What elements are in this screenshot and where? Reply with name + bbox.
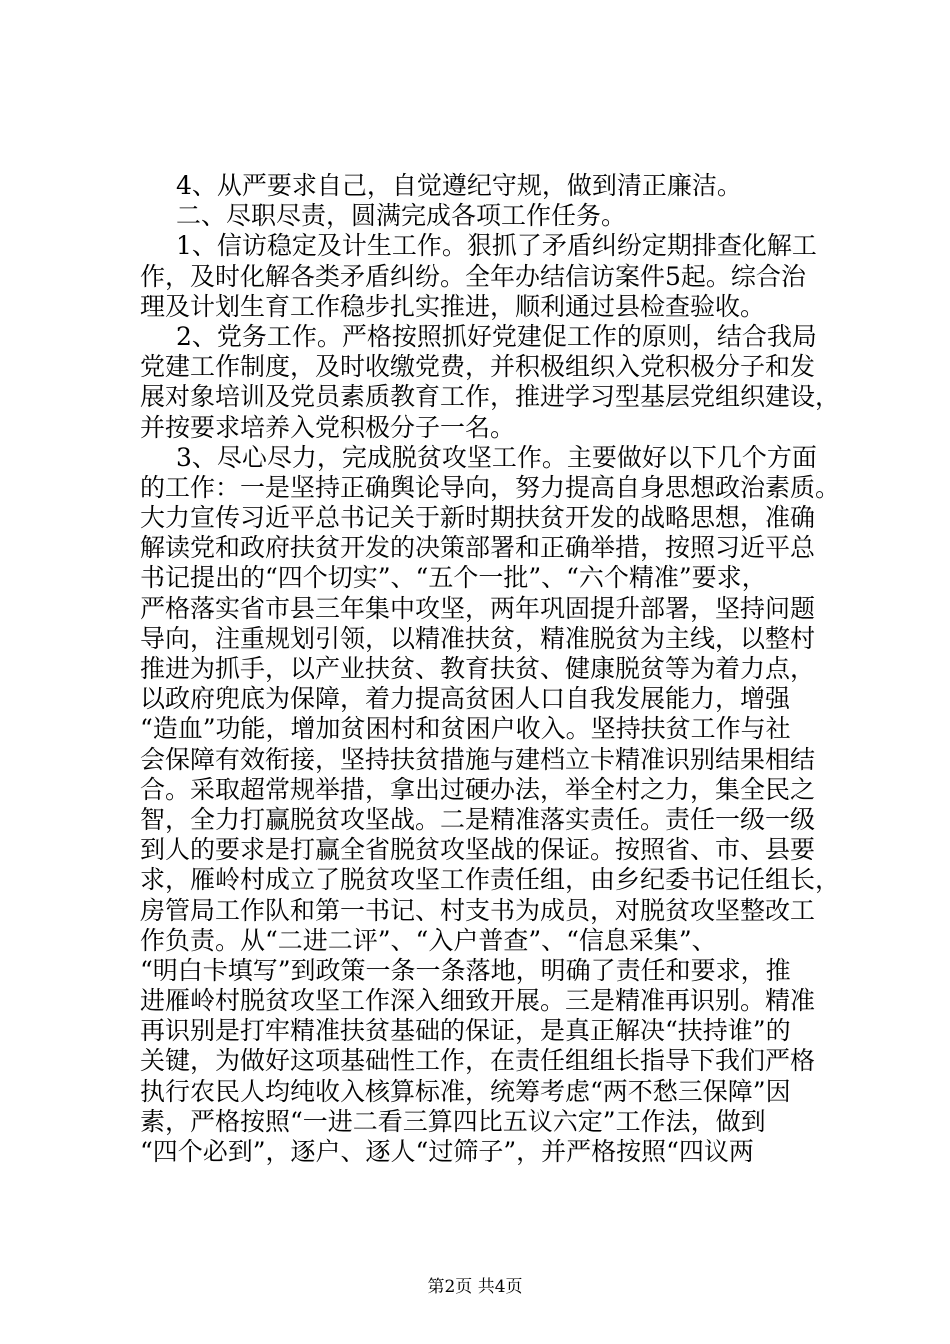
text-line: 作，及时化解各类矛盾纠纷。全年办结信访案件5起。综合治 xyxy=(140,261,806,291)
page-footer: 第2页 共4页 xyxy=(427,1277,523,1297)
text-line: 推进为抓手，以产业扶贫、教育扶贫、健康脱贫等为着力点， xyxy=(140,654,816,683)
text-line: “四个必到”，逐户、逐人“过筛子”，并严格按照“四议两 xyxy=(140,1137,754,1166)
text-line: 进雁岭村脱贫攻坚工作深入细致开展。三是精准再识别。精准 xyxy=(140,986,816,1016)
text-line: 房管局工作队和第一书记、村支书为成员，对脱贫攻坚整改工 xyxy=(140,895,816,925)
body-text xyxy=(140,171,840,1167)
text-line: 4、从严要求自己，自觉遵纪守规，做到清正廉洁。 xyxy=(176,171,742,200)
text-line: 二、尽职尽责，圆满完成各项工作任务。 xyxy=(176,201,627,231)
text-line: 作负责。从“二进二评”、“入户普查”、“信息采集”、 xyxy=(140,925,717,955)
text-line: 执行农民人均纯收入核算标准，统筹考虑“两不愁三保障”因 xyxy=(140,1076,791,1106)
text-line: 合。采取超常规举措，拿出过硬办法，举全村之力，集全民之 xyxy=(140,774,816,804)
text-line: 到人的要求是打赢全省脱贫攻坚战的保证。按照省、市、县要 xyxy=(140,835,816,865)
text-line: 理及计划生育工作稳步扎实推进，顺利通过县检查验收。 xyxy=(140,291,766,321)
text-line: 求，雁岭村成立了脱贫攻坚工作责任组，由乡纪委书记任组长， xyxy=(140,865,840,895)
text-line: 再识别是打牢精准扶贫基础的保证，是真正解决“扶持谁”的 xyxy=(140,1016,791,1046)
text-line: 智，全力打赢脱贫攻坚战。二是精准落实责任。责任一级一级 xyxy=(140,804,816,834)
text-line: 素，严格按照“一进二看三算四比五议六定”工作法，做到 xyxy=(140,1106,766,1136)
text-line: “明白卡填写”到政策一条一条落地，明确了责任和要求，推 xyxy=(140,955,791,985)
text-line: 大力宣传习近平总书记关于新时期扶贫开发的战略思想，准确 xyxy=(140,503,816,533)
text-line: 的工作：一是坚持正确舆论导向，努力提高自身思想政治素质。 xyxy=(140,472,840,502)
text-line: “造血”功能，增加贫困村和贫困户收入。坚持扶贫工作与社 xyxy=(140,714,791,744)
text-line: 严格落实省市县三年集中攻坚，两年巩固提升部署，坚持问题 xyxy=(140,593,816,623)
text-line: 书记提出的“四个切实”、“五个一批”、“六个精准”要求， xyxy=(140,563,767,593)
text-line: 以政府兜底为保障，着力提高贫困人口自我发展能力，增强 xyxy=(140,684,791,714)
text-line: 3、尽心尽力，完成脱贫攻坚工作。主要做好以下几个方面 xyxy=(176,442,817,472)
text-line: 并按要求培养入党积极分子一名。 xyxy=(140,412,516,442)
text-line: 2、党务工作。严格按照抓好党建促工作的原则，结合我局 xyxy=(176,321,817,351)
text-line: 解读党和政府扶贫开发的决策部署和正确举措，按照习近平总 xyxy=(140,533,816,563)
text-line: 展对象培训及党员素质教育工作，推进学习型基层党组织建设， xyxy=(140,382,840,412)
text-line: 关键，为做好这项基础性工作，在责任组组长指导下我们严格 xyxy=(140,1046,816,1076)
text-line: 导向，注重规划引领，以精准扶贫，精准脱贫为主线，以整村 xyxy=(140,623,816,653)
text-line: 1、信访稳定及计生工作。狠抓了矛盾纠纷定期排查化解工 xyxy=(176,231,817,261)
text-line: 党建工作制度，及时收缴党费，并积极组织入党积极分子和发 xyxy=(140,352,816,382)
text-line: 会保障有效衔接，坚持扶贫措施与建档立卡精准识别结果相结 xyxy=(140,744,816,774)
